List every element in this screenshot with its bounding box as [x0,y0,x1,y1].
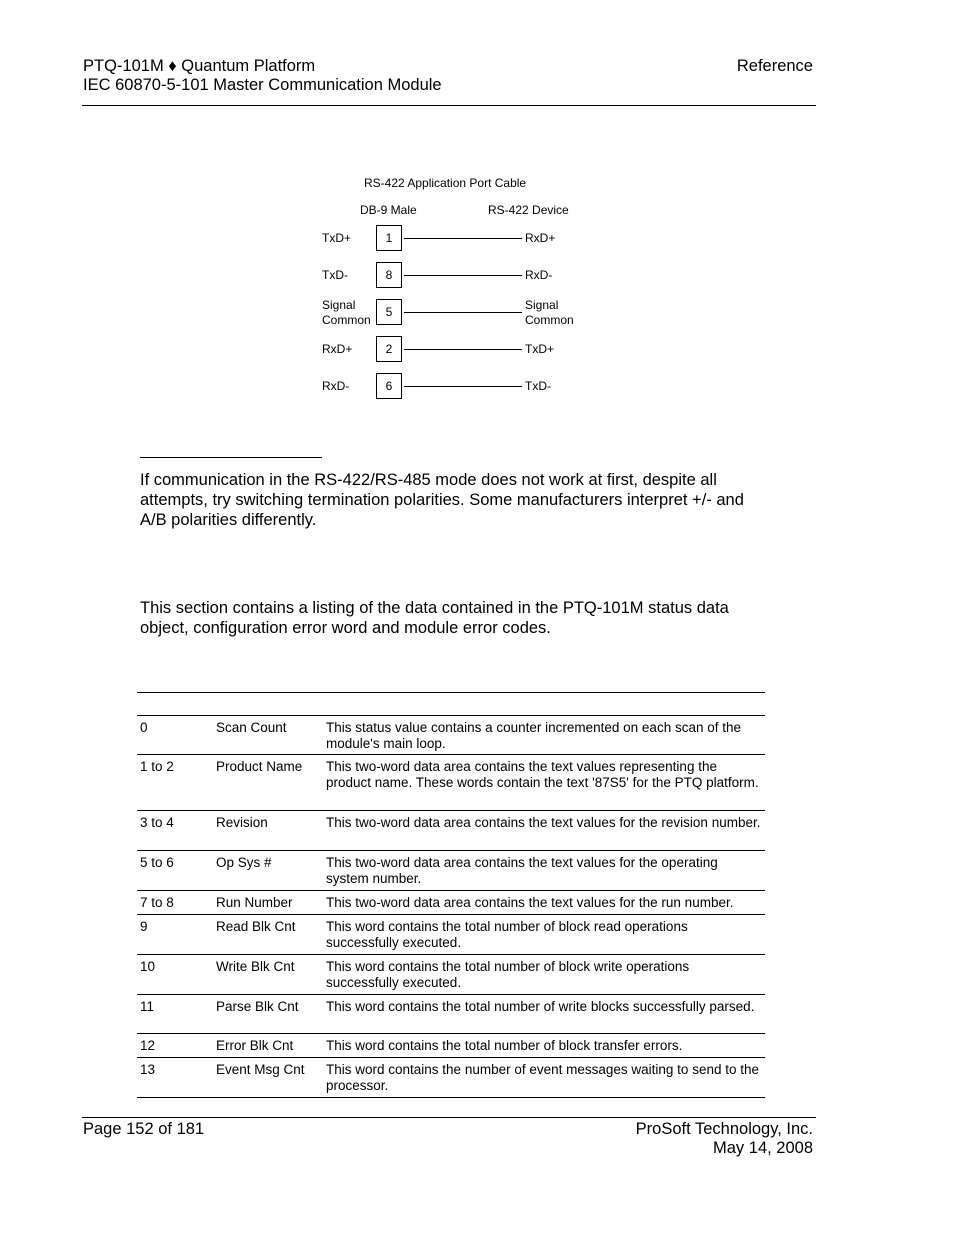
footer-company: ProSoft Technology, Inc. [635,1120,813,1138]
diagram-right-header: RS-422 Device [488,203,569,217]
table-cell-offset: 13 [140,1062,156,1077]
table-cell-desc: This word contains the total number of block transfer errors. [326,1038,683,1053]
diagram-left-label: Signal [322,298,356,312]
table-cell-offset: 0 [140,720,148,735]
table-row [137,851,765,891]
table-cell-offset: 7 to 8 [140,895,174,910]
table-cell-name: Scan Count [216,720,287,735]
table-cell-desc: This word contains the total number of write blocks successfully parsed. [326,999,755,1014]
table-cell-desc: This two-word data area contains the text values for the operating system number. [326,855,718,886]
diagram-left-label: RxD- [322,379,350,393]
diagram-wire [404,275,522,276]
table-cell-offset: 3 to 4 [140,815,174,830]
table-cell-name: Event Msg Cnt [216,1062,305,1077]
note-divider [140,457,322,458]
diagram-title: RS-422 Application Port Cable [364,176,527,190]
table-row [137,955,765,995]
table-row [137,1034,765,1058]
diagram-pin: 5 [376,299,402,325]
table-cell-desc: This status value contains a counter incremented on each scan of the module's main loop. [326,720,741,751]
note-text: If communication in the RS-422/RS-485 mode does not work at first, despite all attempts, try switching termination polarities. Some manufacturers interpret +/- and A/B polarities differently. [140,471,744,529]
footer-divider [82,1117,816,1118]
table-cell-name: Revision [216,815,268,830]
section-text: This section contains a listing of the data contained in the PTQ-101M status data object, configuration error word and module error codes. [140,599,729,637]
table-row [137,915,765,955]
diagram-pin: 2 [376,336,402,362]
table-row [137,755,765,811]
table-cell-name: Write Blk Cnt [216,959,295,974]
table-cell-offset: 12 [140,1038,156,1053]
table-row [137,1058,765,1098]
table-cell-name: Parse Blk Cnt [216,999,299,1014]
diagram-left-label: TxD+ [322,231,352,245]
table-cell-desc: This word contains the total number of block write operations successfully executed. [326,959,690,990]
diagram-right-label: TxD+ [525,342,555,356]
table-row [137,995,765,1034]
diagram-left-label: RxD+ [322,342,353,356]
header-product: PTQ-101M ♦ Quantum Platform [83,57,316,75]
diagram-right-label: RxD+ [525,231,556,245]
table-cell-offset: 9 [140,919,148,934]
table-cell-name: Op Sys # [216,855,272,870]
table-cell-name: Product Name [216,759,303,774]
table-cell-desc: This word contains the total number of block read operations successfully executed. [326,919,688,950]
diagram-left-label: TxD- [322,268,348,282]
diagram-pin: 8 [376,262,402,288]
diagram-pin: 1 [376,225,402,251]
diagram-right-label: Signal [525,298,559,312]
table-cell-offset: 1 to 2 [140,759,174,774]
table-cell-offset: 5 to 6 [140,855,174,870]
table-cell-desc: This two-word data area contains the text values representing the product name. These words contain the text '87S5' for the PTQ platform. [326,759,759,790]
diagram-right-label: TxD- [525,379,551,393]
header-divider [82,105,816,106]
table-row [137,811,765,851]
header-subtitle: IEC 60870-5-101 Master Communication Module [83,76,442,94]
table-cell-name: Read Blk Cnt [216,919,296,934]
diagram-right-label: Common [525,313,574,327]
diagram-pin: 6 [376,373,402,399]
footer-page: Page 152 of 181 [83,1120,205,1138]
table-cell-desc: This two-word data area contains the text values for the run number. [326,895,734,910]
table-row [137,891,765,915]
table-row [137,716,765,755]
diagram-wire [404,312,522,313]
diagram-wire [404,349,522,350]
diagram-left-label: Common [322,313,371,327]
table-cell-name: Error Blk Cnt [216,1038,294,1053]
diagram-right-label: RxD- [525,268,553,282]
table-cell-offset: 11 [140,999,155,1014]
diagram-wire [404,238,522,239]
table-cell-desc: This word contains the number of event messages waiting to send to the processor. [326,1062,759,1093]
table-cell-offset: 10 [140,959,156,974]
footer-date: May 14, 2008 [713,1139,813,1157]
diagram-wire [404,386,522,387]
table-cell-name: Run Number [216,895,293,910]
table-top-rule [137,692,765,693]
diagram-left-header: DB-9 Male [360,203,417,217]
status-data-table [137,716,765,1098]
header-section: Reference [736,57,813,75]
table-cell-desc: This two-word data area contains the text values for the revision number. [326,815,761,830]
